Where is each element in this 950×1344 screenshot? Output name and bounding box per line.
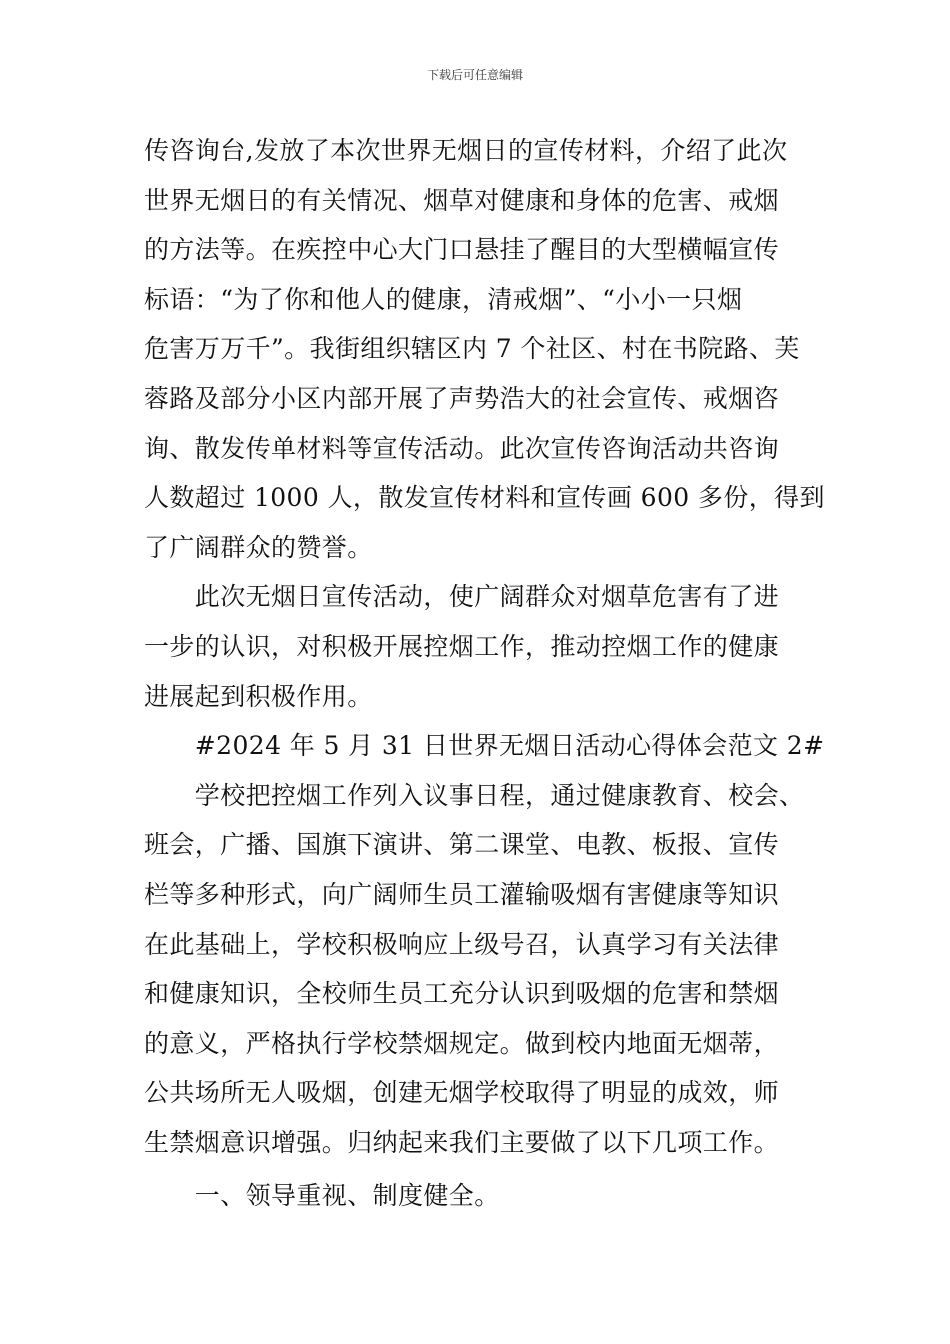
body-line: 在此基础上，学校积极响应上级号召，认真学习有关法律 — [144, 929, 780, 959]
body-line: 的意义，严格执行学校禁烟规定。做到校内地面无烟蒂， — [144, 1028, 780, 1058]
body-line: 询、散发传单材料等宣传活动。此次宣传咨询活动共咨询 — [144, 433, 780, 463]
body-line: 蓉路及部分小区内部开展了声势浩大的社会宣传、戒烟咨 — [144, 383, 780, 413]
body-line: 一步的认识，对积极开展控烟工作，推动控烟工作的健康 — [144, 631, 780, 661]
body-line: 了广阔群众的赞誉。 — [144, 532, 373, 562]
body-line: 世界无烟日的有关情况、烟草对健康和身体的危害、戒烟 — [144, 185, 780, 215]
body-line: 公共场所无人吸烟，创建无烟学校取得了明显的成效，师 — [144, 1078, 780, 1108]
body-line: 进展起到积极作用。 — [144, 681, 373, 711]
body-line: 班会，广播、国旗下演讲、第二课堂、电教、板报、宣传 — [144, 830, 780, 860]
page-header-note: 下载后可任意编辑 — [426, 68, 523, 82]
document-body — [144, 126, 826, 1221]
section-heading: #2024 年 5 月 31 日世界无烟日活动心得体会范文 2# — [144, 731, 825, 761]
body-line: 此次无烟日宣传活动，使广阔群众对烟草危害有了进 — [144, 582, 780, 612]
body-line: 人数超过 1000 人，散发宣传材料和宣传画 600 多份，得到 — [144, 483, 825, 513]
body-line: 传咨询台,发放了本次世界无烟日的宣传材料，介绍了此次 — [144, 136, 788, 165]
subsection-heading: 一、领导重视、制度健全。 — [144, 1181, 500, 1211]
body-line: 标语：“为了你和他人的健康，清戒烟”、“小小一只烟 — [144, 284, 743, 314]
body-line: 和健康知识，全校师生员工充分认识到吸烟的危害和禁烟 — [144, 979, 780, 1009]
body-line: 的方法等。在疾控中心大门口悬挂了醒目的大型横幅宣传 — [144, 235, 780, 265]
body-line: 危害万万千”。我街组织辖区内 7 个社区、村在书院路、芙 — [144, 334, 800, 364]
body-line: 生禁烟意识增强。归纳起来我们主要做了以下几项工作。 — [144, 1127, 780, 1157]
body-line: 学校把控烟工作列入议事日程，通过健康教育、校会、 — [144, 780, 805, 810]
body-line: 栏等多种形式，向广阔师生员工灌输吸烟有害健康等知识 — [144, 879, 780, 909]
